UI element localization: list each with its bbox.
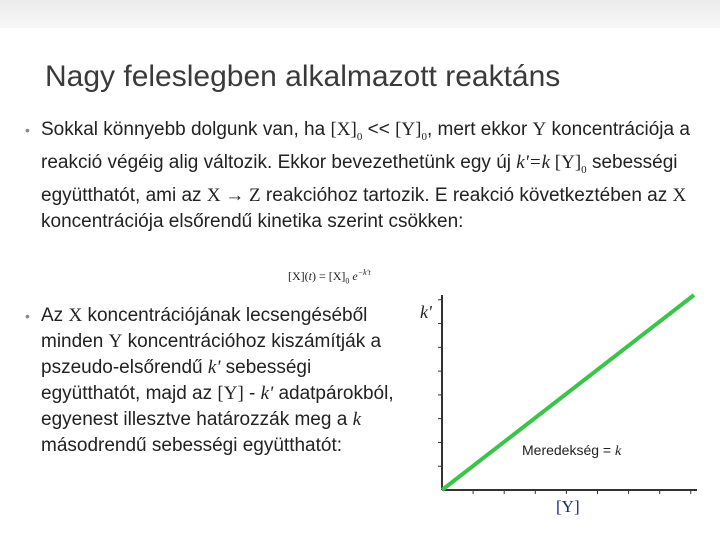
rate-equation: $[X](t) = [X]_0$ $e^{-k't}$	[288, 268, 371, 286]
bullet-1-text: Sokkal könnyebb dolgunk van, ha $[X]_0 << [Y]_0$, mert ekkor Y koncentrációja a reakció végéig alig változik. Ekkor bevezethetünk egy új k'=k $[Y]_0$ sebességi együtthatót, ami az X → Z reakcióhoz tartozik. E reakció következtében az X koncentrációja elsőrendű kinetika szerint csökken:	[41, 119, 690, 232]
slide-title: Nagy feleslegben alkalmazott reaktáns	[45, 60, 561, 93]
fit-line	[442, 295, 694, 490]
bullet-dot: •	[25, 308, 30, 324]
x-axis-label: [Y]	[556, 497, 580, 516]
bullet-2-text: Az X koncentrációjának lecsengéséből minden Y koncentrációhoz kiszámítják a pszeudo-elsőrendű k' sebességi együtthatót, majd az [Y] - k' adatpárokból, egyenest illesztve határozzák meg a k másodrendű sebességi együtthatót:	[41, 305, 394, 456]
slope-annotation: Meredekség = k	[522, 442, 622, 459]
y-axis-label: k'	[420, 302, 432, 322]
bullet-dot: •	[25, 122, 30, 138]
